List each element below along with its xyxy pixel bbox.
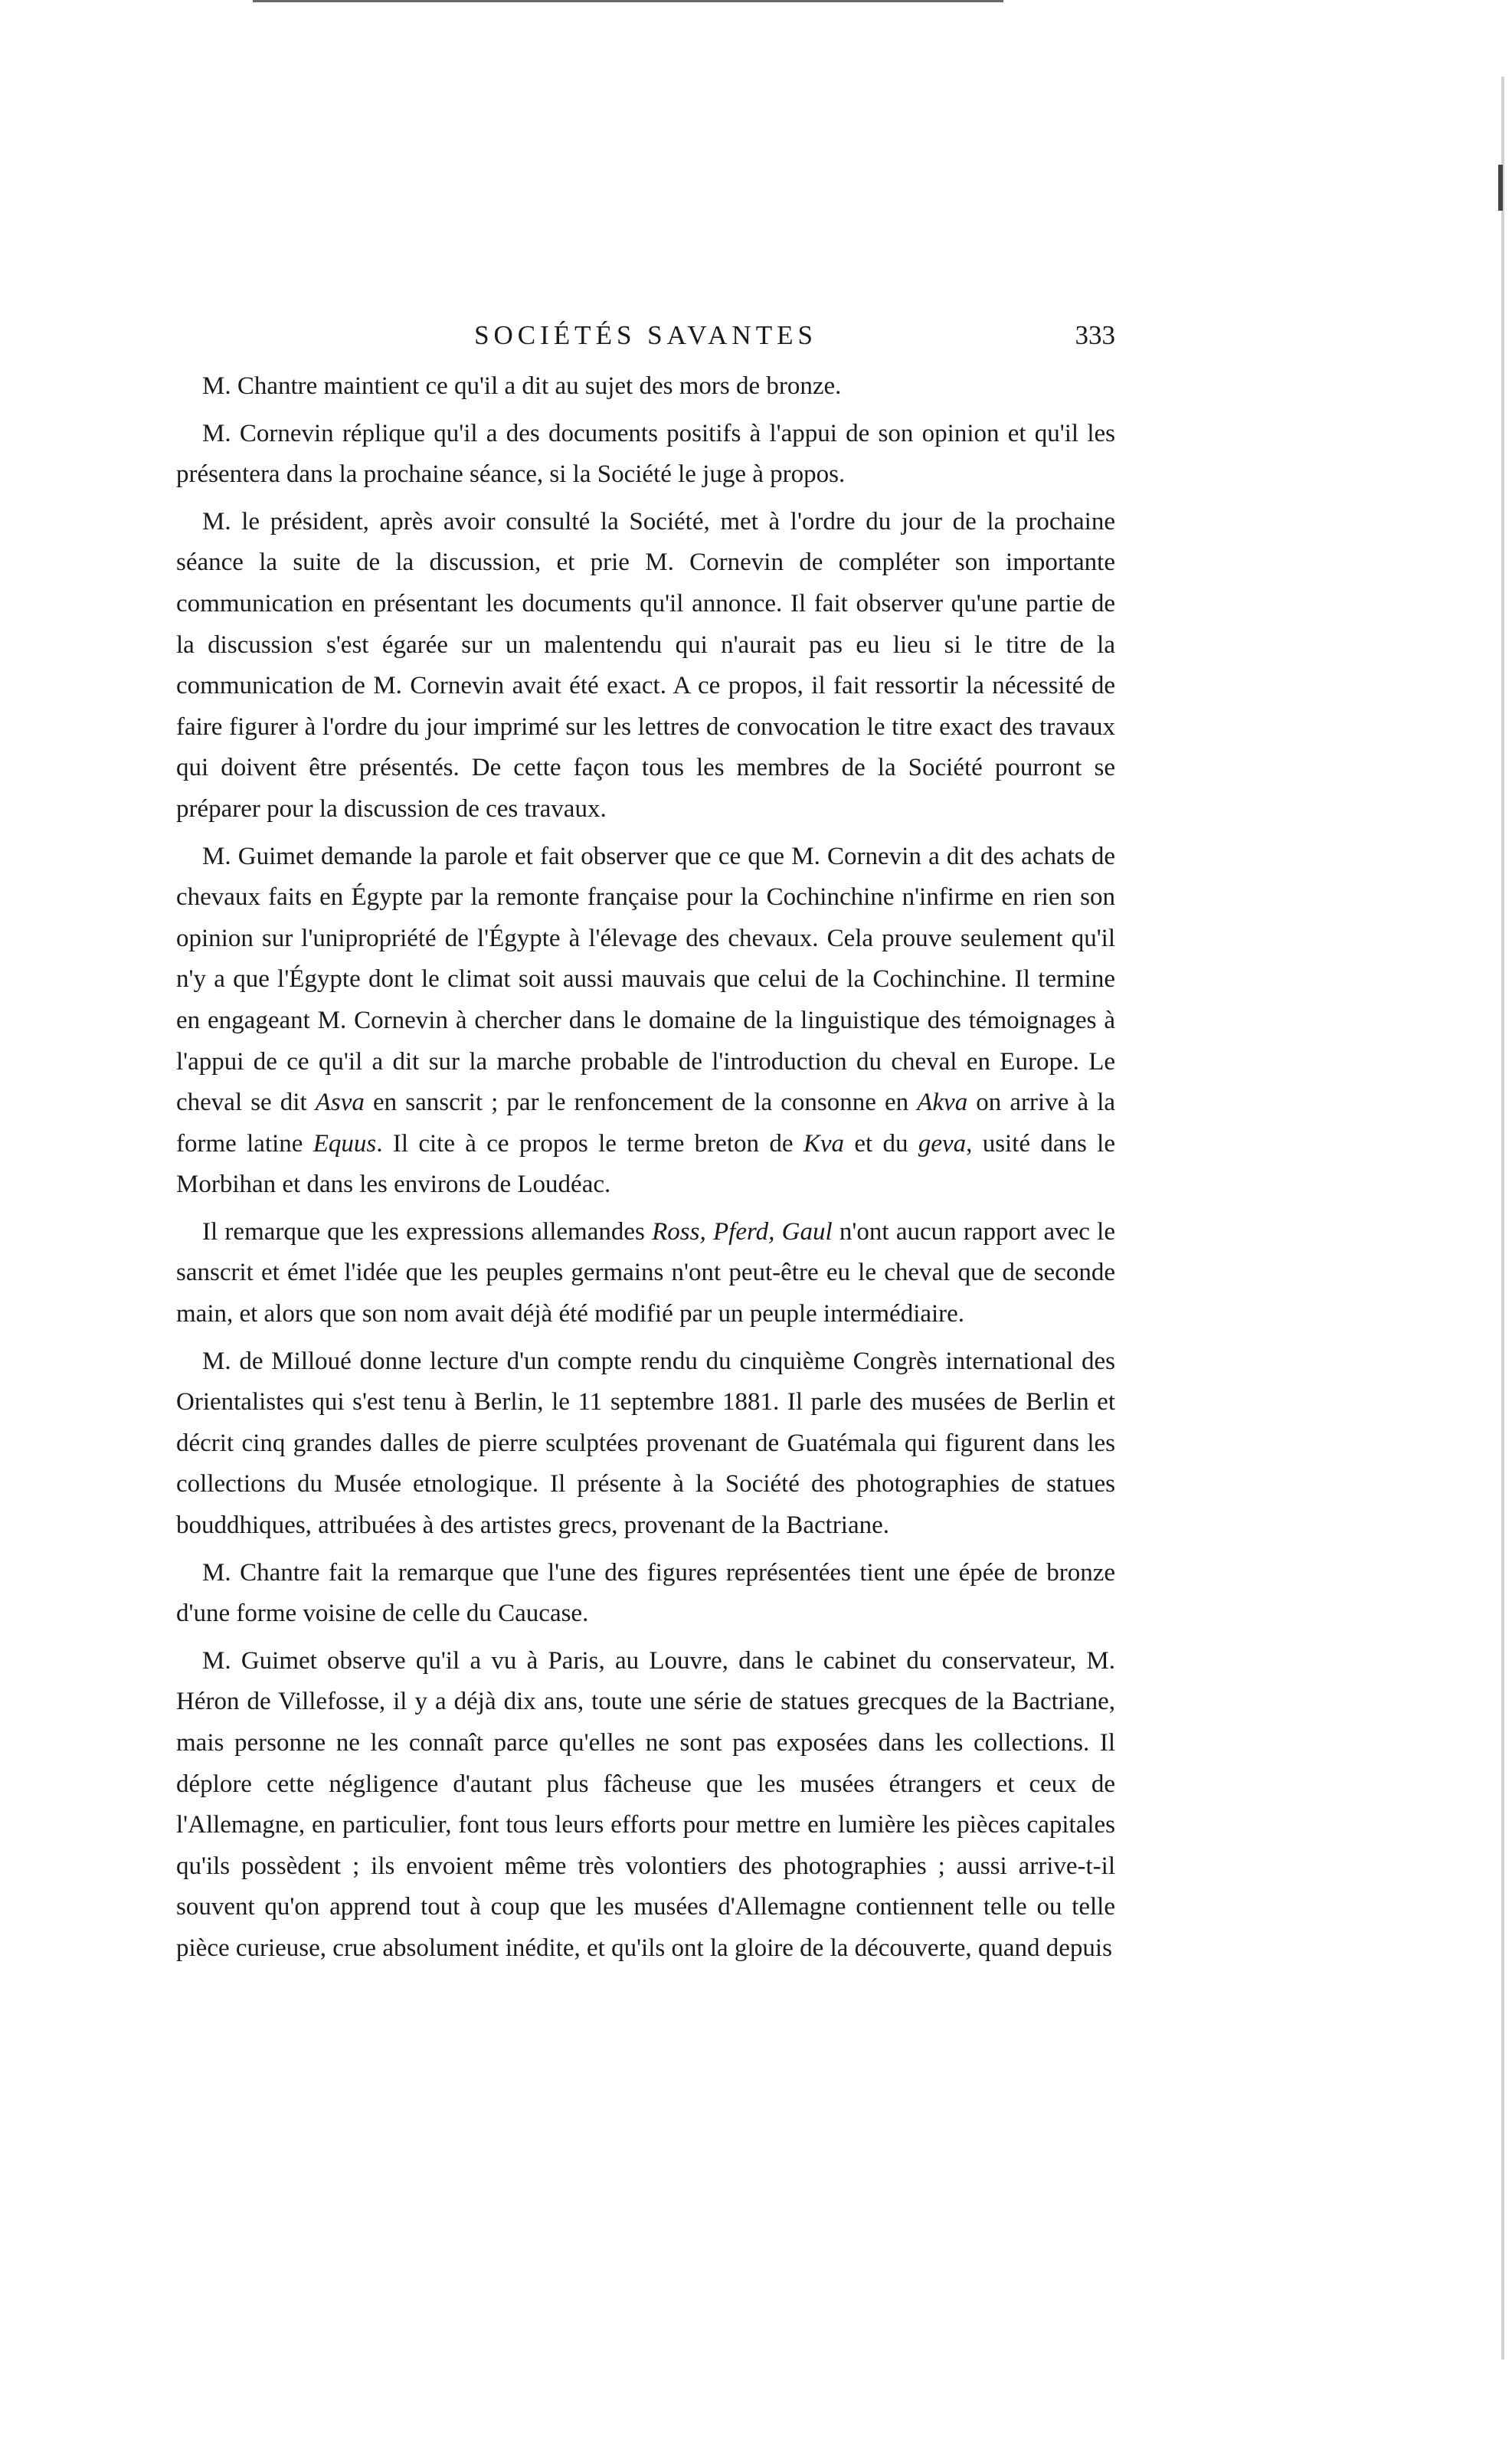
running-title: SOCIÉTÉS SAVANTES [474, 320, 817, 350]
italic-term: Akva [917, 1089, 968, 1117]
italic-term: Kva [803, 1129, 844, 1158]
scan-right-edge [1501, 77, 1504, 2360]
book-page [176, 320, 1115, 1976]
paragraph [176, 414, 1115, 496]
text-run: et du [843, 1129, 918, 1158]
paragraph [176, 1341, 1115, 1547]
paragraph [176, 1212, 1115, 1335]
text-run: on arrive à la forme latine [176, 1089, 1116, 1158]
paragraph [176, 366, 1115, 408]
text-run: M. Chantre fait la remarque que l'une des figures représentées tient une épée de bronze d'une forme voisine de celle du Caucase. [176, 1558, 1115, 1628]
page-number: 333 [1075, 320, 1115, 350]
text-run: , usité dans le Morbihan et dans les environs de Loudéac. [176, 1129, 1115, 1199]
paragraph [176, 1641, 1115, 1970]
italic-term: Equus [313, 1129, 377, 1158]
text-run: M. de Milloué donne lecture d'un compte rendu du cinquième Congrès international des Orientalistes qui s'est tenu à Berlin, le 11 septembre 1881. Il parle des musées de Berlin et décrit cinq grandes dalles de pierre sculptées provenant de Guatémala qui figurent dans les collections du Musée etnologique. Il présente à la Société des photographies de statues bouddhiques, attribuées à des artistes grecs, provenant de la Bactriane. [176, 1347, 1115, 1540]
paragraph [176, 837, 1115, 1206]
scan-edge-mark [1498, 165, 1503, 211]
text-run: M. Chantre maintient ce qu'il a dit au sujet des mors de bronze. [202, 372, 842, 400]
scan-top-rule [253, 0, 1003, 2]
text-run: . Il cite à ce propos le terme breton de [376, 1129, 803, 1158]
paragraph [176, 1553, 1115, 1635]
italic-term: Asva [315, 1089, 365, 1117]
italic-term: geva [918, 1129, 967, 1158]
text-run: M. Guimet demande la parole et fait observer que ce que M. Cornevin a dit des achats de chevaux faits en Égypte par la remonte française pour la Cochinchine n'infirme en rien son opinion sur l'unipropriété de l'Égypte à l'élevage des chevaux. Cela prouve seulement qu'il n'y a que l'Égypte dont le climat soit aussi mauvais que celui de la Cochinchine. Il termine en engageant M. Cornevin à chercher dans le domaine de la linguistique des témoignages à l'appui de ce qu'il a dit sur la marche probable de l'introduction du cheval en Europe. Le cheval se dit [176, 842, 1115, 1117]
text-run: n'ont aucun rapport avec le sanscrit et émet l'idée que les peuples germains n'ont peut-être eu le cheval que de seconde main, et alors que son nom avait déjà été modifié par un peuple intermédiaire. [176, 1217, 1115, 1328]
text-run: M. le président, après avoir consulté la Société, met à l'ordre du jour de la prochaine séance la suite de la discussion, et prie M. Cornevin de compléter son importante communication en présentant les documents qu'il annonce. Il fait observer qu'une partie de la discussion s'est égarée sur un malentendu qui n'aurait pas eu lieu si le titre de la communication de M. Cornevin avait été exact. A ce propos, il fait ressortir la nécessité de faire figurer à l'ordre du jour imprimé sur les lettres de convocation le titre exact des travaux qui doivent être présentés. De cette façon tous les membres de la Société pourront se préparer pour la discussion de ces travaux. [176, 507, 1115, 823]
italic-term: Ross, Pferd, Gaul [652, 1217, 833, 1246]
text-run: en sanscrit ; par le renfoncement de la consonne en [364, 1089, 918, 1117]
text-run: Il remarque que les expressions allemandes [202, 1217, 653, 1246]
body-text [176, 366, 1115, 1970]
text-run: M. Guimet observe qu'il a vu à Paris, au Louvre, dans le cabinet du conservateur, M. Héron de Villefosse, il y a déjà dix ans, toute une série de statues grecques de la Bactriane, mais personne ne les connaît parce qu'elles ne sont pas exposées dans les collections. Il déplore cette négligence d'autant plus fâcheuse que les musées étrangers et ceux de l'Allemagne, en particulier, font tous leurs efforts pour mettre en lumière les pièces capitales qu'ils possèdent ; ils envoient même très volontiers des photographies ; aussi arrive-t-il souvent qu'on apprend tout à coup que les musées d'Allemagne contiennent telle ou telle pièce curieuse, crue absolument inédite, et qu'ils ont la gloire de la découverte, quand depuis [176, 1646, 1115, 1962]
paragraph [176, 502, 1115, 830]
running-head [176, 320, 1115, 366]
text-run: M. Cornevin réplique qu'il a des documents positifs à l'appui de son opinion et qu'il les présentera dans la prochaine séance, si la Société le juge à propos. [176, 419, 1115, 489]
